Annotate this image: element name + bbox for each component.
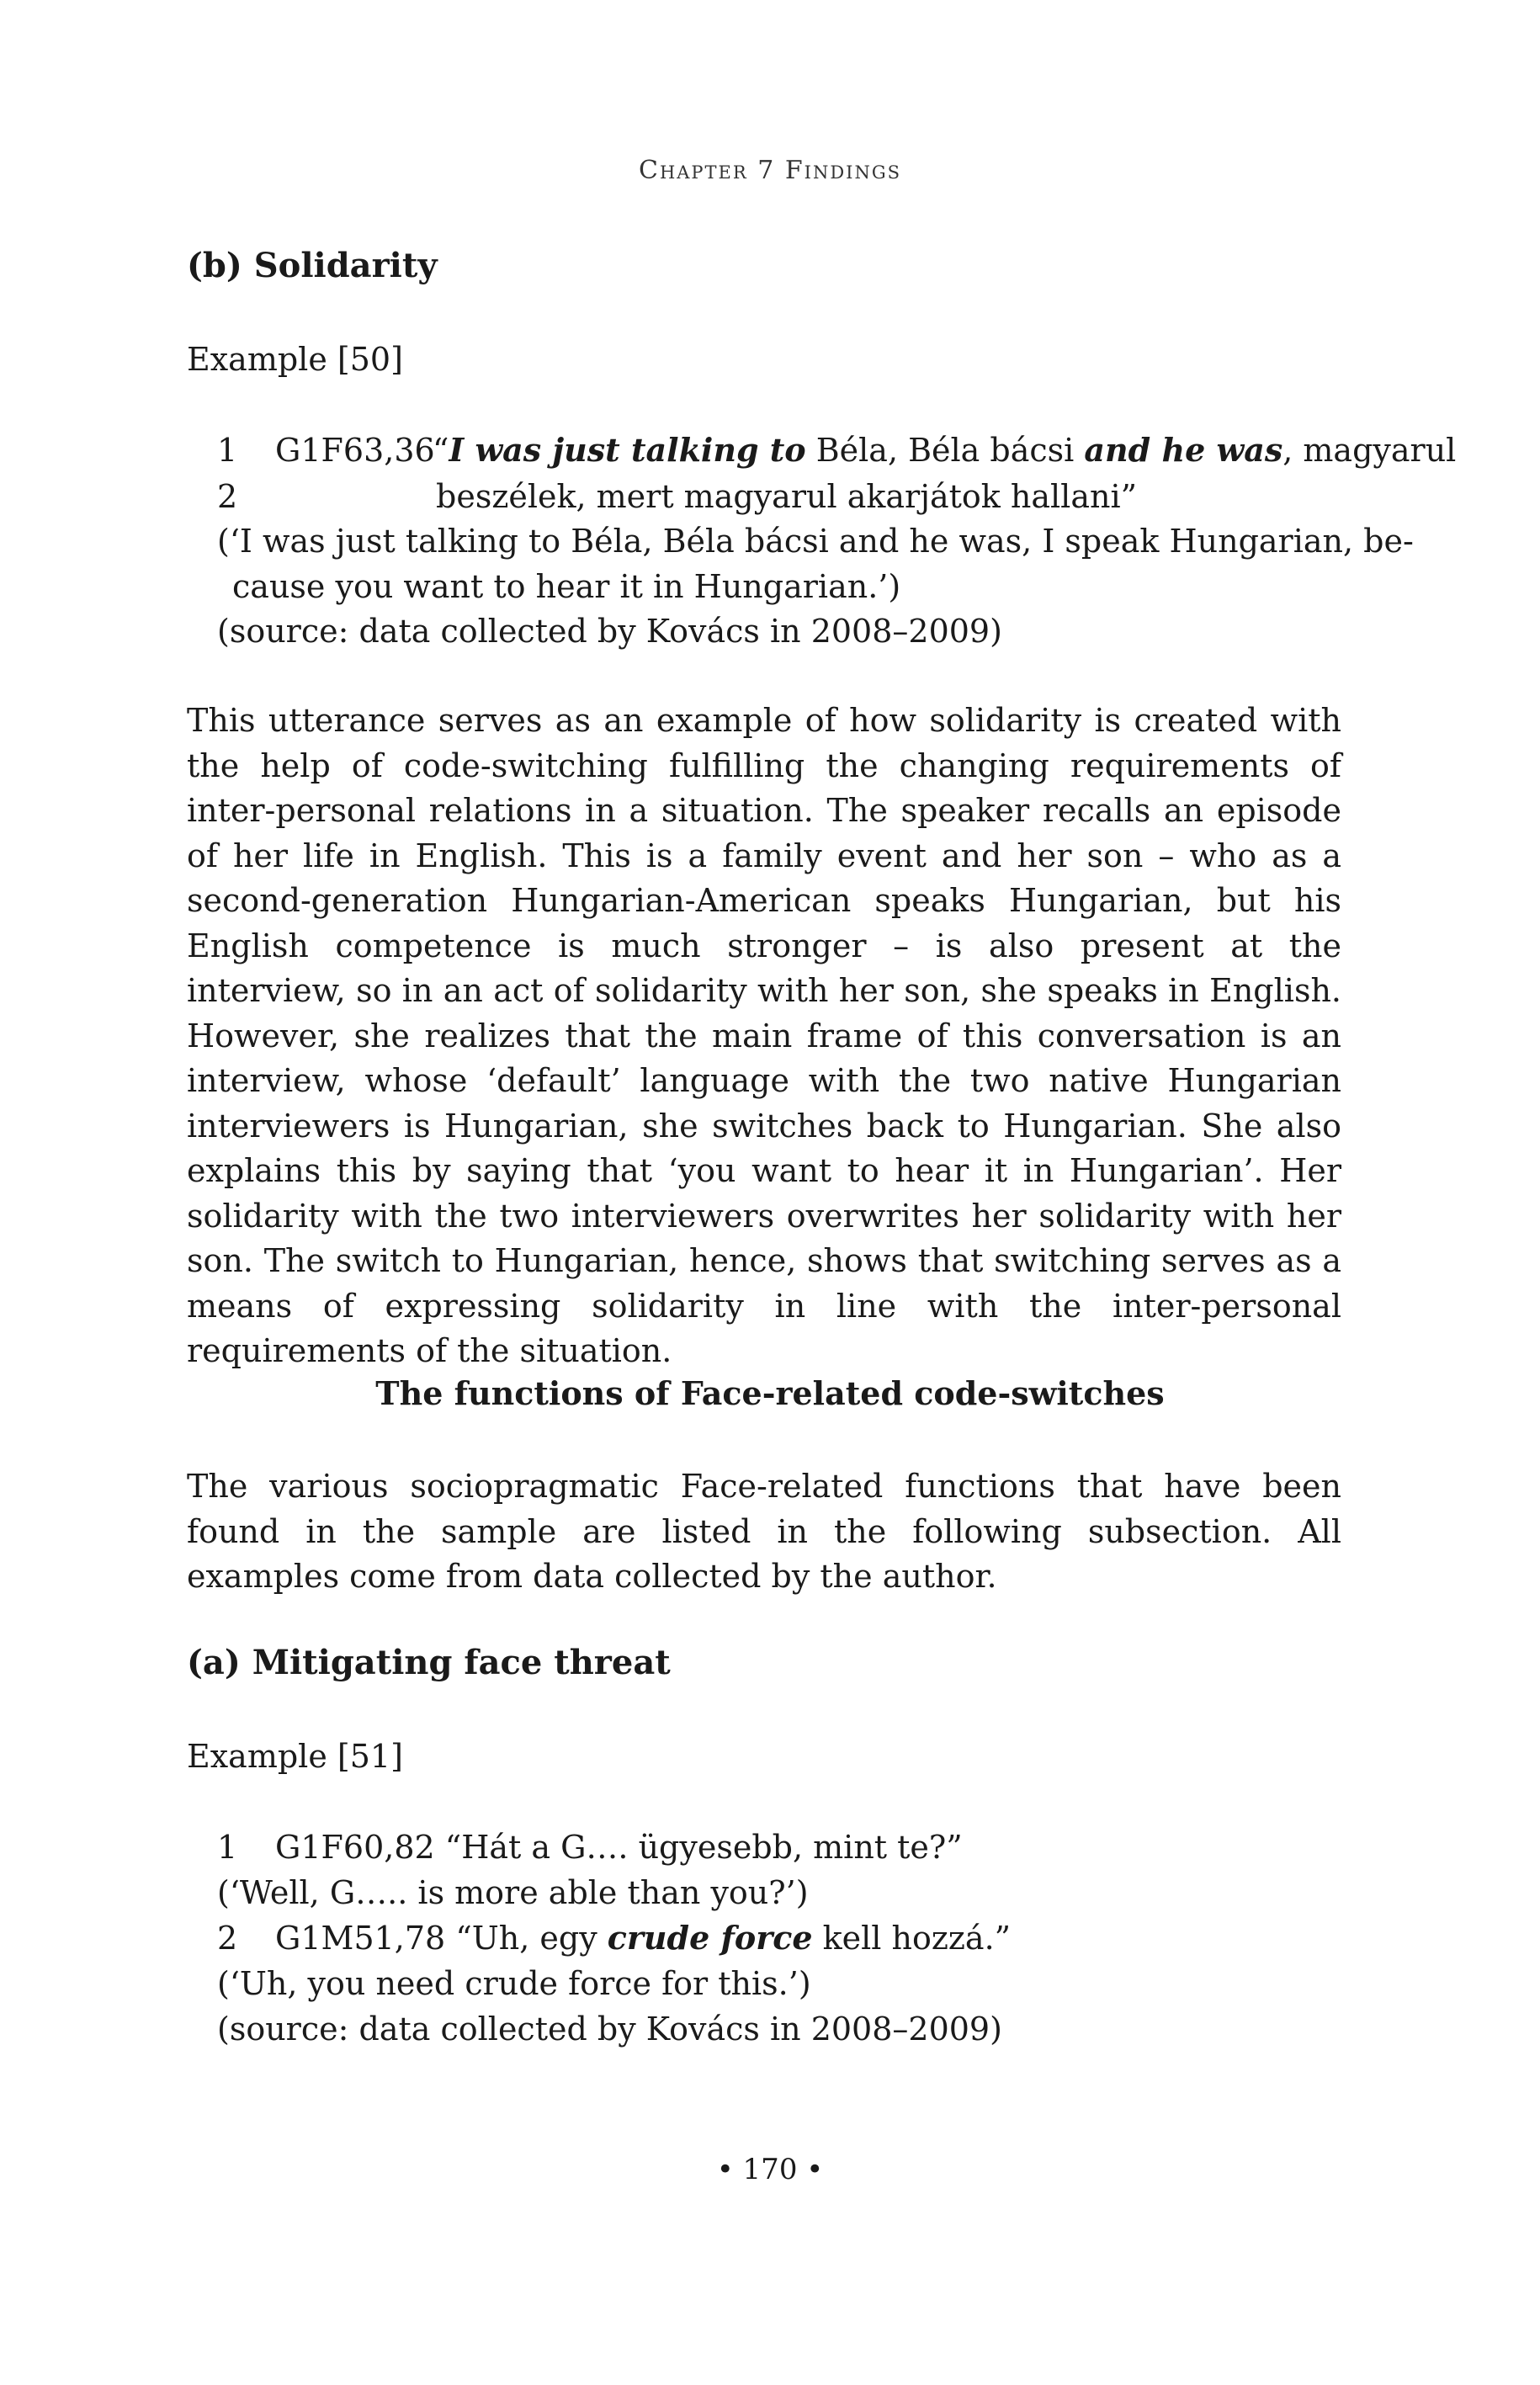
example-50-line2-utterance: beszélek, mert magyarul akarjátok hallani” <box>436 478 1138 515</box>
example-51-line1-translation: (‘Well, G….. is more able than you?’) <box>217 1874 809 1911</box>
example-51-line2-number: 2 <box>217 1920 238 1957</box>
body-paragraph-solidarity: This utterance serves as an example of how solidarity is created with the help of code-switching fulfilling the changing requirements of inter-personal relations in a situation. The speaker recalls an episode of her life in English. This is a family event and her son – who as a second-generation Hungarian-American speaks Hungarian, but his English competence is much stronger – is also present at the interview, so in an act of solidarity with her son, she speaks in English. However, she realizes that the main frame of this conversation is an interview, whose ‘default’ language with the two native Hungarian interviewers is Hungarian, she switches back to Hungarian. She also explains this by saying that ‘you want to hear it in Hungarian’. Her solidarity with the two interviewers overwrites her solidarity with her son. The switch to Hungarian, hence, shows that switching serves as a means of expressing solidarity in line with the inter-personal requirements of the situation. <box>187 702 1341 1369</box>
utterance-pre: “Uh, egy <box>445 1920 608 1957</box>
page-number: • 170 • <box>716 2153 824 2186</box>
hungarian-segment-2: , magyarul <box>1282 432 1457 469</box>
utterance-text: “Hát a G…. ügyesebb, mint te?” <box>434 1829 963 1866</box>
section-heading-solidarity: (b) Solidarity <box>187 246 438 285</box>
example-51-source: (source: data collected by Kovács in 2008–2009) <box>217 2011 1002 2048</box>
example-50-line1-number: 1 <box>217 432 238 469</box>
example-50-line2-number: 2 <box>217 478 238 515</box>
example-51-line1-utterance <box>275 1825 963 1870</box>
running-head: Chapter 7 Findings <box>638 156 902 185</box>
section-heading-face-functions: The functions of Face-related code-switches <box>375 1374 1165 1412</box>
example-50-line1-speaker: G1F63,36 <box>275 432 435 469</box>
example-50-line1-utterance <box>433 428 1456 473</box>
hungarian-segment-1: Béla, Béla bácsi <box>805 432 1085 469</box>
example-50-translation-line2: cause you want to hear it in Hungarian.’) <box>232 568 901 605</box>
quote-open: “ <box>433 432 449 469</box>
english-switch-2: and he was <box>1084 431 1283 469</box>
example-50-source: (source: data collected by Kovács in 2008–2009) <box>217 613 1002 650</box>
section-heading-mitigating: (a) Mitigating face threat <box>187 1643 671 1682</box>
example-51-label: Example [51] <box>187 1738 403 1775</box>
english-switch: crude force <box>607 1919 813 1957</box>
example-51-line2-translation: (‘Uh, you need crude force for this.’) <box>217 1965 811 2002</box>
body-paragraph-face-intro: The various sociopragmatic Face-related functions that have been found in the sample are listed in the following subsection. All examples come from data collected by the author. <box>187 1468 1341 1595</box>
utterance-post: kell hozzá.” <box>812 1920 1012 1957</box>
example-50-label: Example [50] <box>187 341 403 378</box>
english-switch-1: I was just talking to <box>449 431 806 469</box>
speaker-code: G1M51,78 <box>275 1920 446 1957</box>
example-51-line2-utterance <box>275 1915 1011 1961</box>
speaker-code: G1F60,82 <box>275 1829 435 1866</box>
example-50-translation-line1: (‘I was just talking to Béla, Béla bácsi and he was, I speak Hungarian, be- <box>217 523 1414 560</box>
example-51-line1-number: 1 <box>217 1829 238 1866</box>
